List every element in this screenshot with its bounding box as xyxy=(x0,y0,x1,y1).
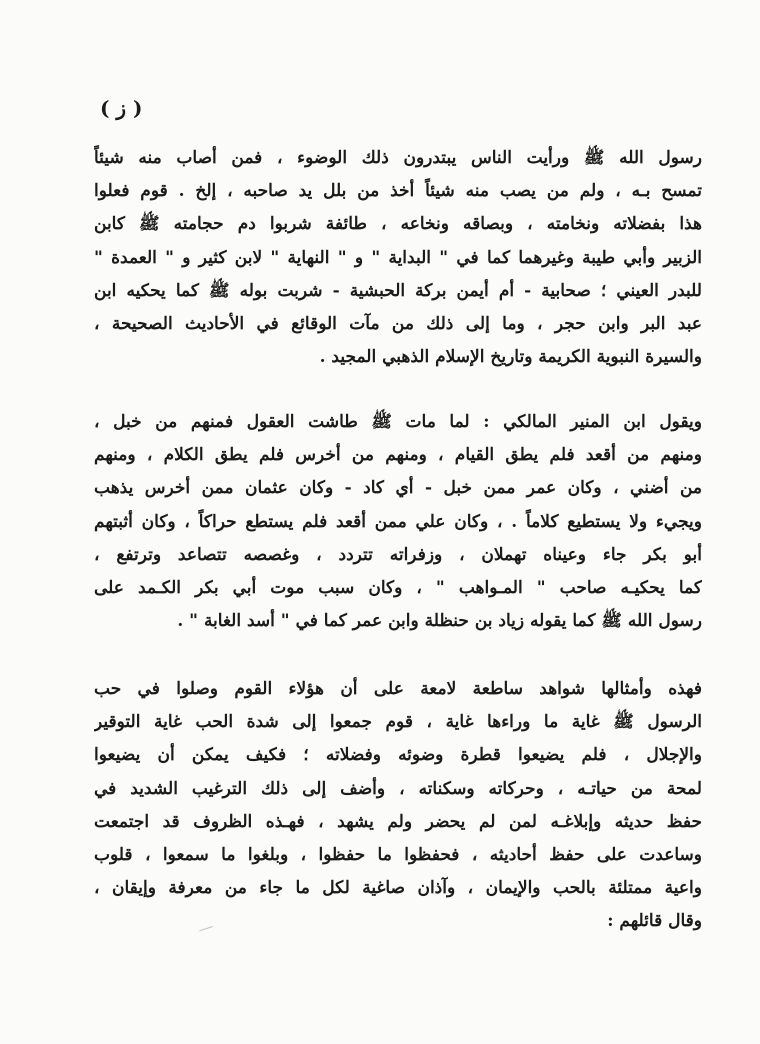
text-line: هذا بفضلاته ونخامته ، وبصاقه ونخاعه ، طائفة شربوا دم حجامته ﷺ كابن xyxy=(94,214,702,235)
text-line: وساعدت على حفظ أحاديثه ، فحفظوا ما حفظوا ، وبلغوا ما سمعوا ، قلوب xyxy=(94,845,702,866)
text-line: رسول الله ﷺ كما يقوله زياد بن حنظلة وابن عمر كما في " أسد الغابة " . xyxy=(177,611,702,632)
text-line: والسيرة النبوية الكريمة وتاريخ الإسلام الذهبي المجيد . xyxy=(319,347,702,368)
text-line: حفظ حديثه وإبلاغـه لمن لم يحضر ولم يشهد ، فهـذه الظروف قد اجتمعت xyxy=(94,811,702,832)
paragraph-2 xyxy=(94,406,702,638)
text-line: ومنهم من أقعد فلم يطق القيام ، ومنهم من أخرس فلم يطق الكلام ، ومنهم xyxy=(94,445,702,466)
text-line: رسول الله ﷺ ورأيت الناس يبتدرون ذلك الوضوء ، فمن أصاب منه شيئاً xyxy=(94,148,702,168)
text-line: الزبير وأبي طيبة وغيرهما كما في " البداية " و " النهاية " لابن كثير و " العمدة " xyxy=(94,247,702,268)
text-line: والإجلال ، فلم يضيعوا قطرة وضوئه وفضلاته ؛ فكيف يمكن أن يضيعوا xyxy=(94,745,702,766)
paragraph-3 xyxy=(94,673,702,939)
page-number: ( ز ) xyxy=(100,96,143,120)
text-line: واعية ممتلئة بالحب والإيمان ، وآذان صاغية لكل ما جاء من معرفة وإيقان ، xyxy=(94,878,702,899)
text-line: من أضني ، وكان عمر ممن خبل - أي كاد - وكان عثمان ممن أخرس يذهب xyxy=(94,478,702,499)
text-line: الرسول ﷺ غاية ما وراءها غاية ، قوم جمعوا إلى شدة الحب غاية التوقير xyxy=(94,712,702,733)
text-line: وقال قائلهم : xyxy=(607,911,702,932)
text-line: ويجيء ولا يستطيع كلاماً . ، وكان علي ممن أقعد فلم يستطع حراكاً ، وكان أثبتهم xyxy=(94,511,702,532)
text-line: لمحة من حياتـه ، وحركاته وسكناته ، وأضف إلى ذلك الترغيب الشديد في xyxy=(94,778,702,799)
text-line: فهذه وأمثالها شواهد ساطعة لامعة على أن هؤلاء القوم وصلوا في حب xyxy=(94,679,702,699)
text-line: عبد البر وابن حجر ، وما إلى ذلك من مآت الوقائع في الأحاديث الصحيحة ، xyxy=(94,314,702,335)
text-line: أبو بكر جاء وعيناه تهملان ، وزفراته تتردد ، وغصصه تتصاعد وترتفع ، xyxy=(94,544,702,565)
text-line: ويقول ابن المنير المالكي : لما مات ﷺ طاشت العقول فمنهم من خبل ، xyxy=(94,412,702,432)
text-line: للبدر العيني ؛ صحابية - أم أيمن بركة الحبشية - شربت بوله ﷺ كما يحكيه ابن xyxy=(94,280,702,301)
text-line: تمسح بـه ، ولم من يصب منه شيئاً أخذ من بلل يد صاحبه ، إلخ . قوم فعلوا xyxy=(94,181,702,202)
paragraph-1 xyxy=(94,142,702,374)
text-line: كما يحكيـه صاحب " المـواهب " ، وكان سبب موت أبي بكر الكـمد على xyxy=(94,578,702,599)
